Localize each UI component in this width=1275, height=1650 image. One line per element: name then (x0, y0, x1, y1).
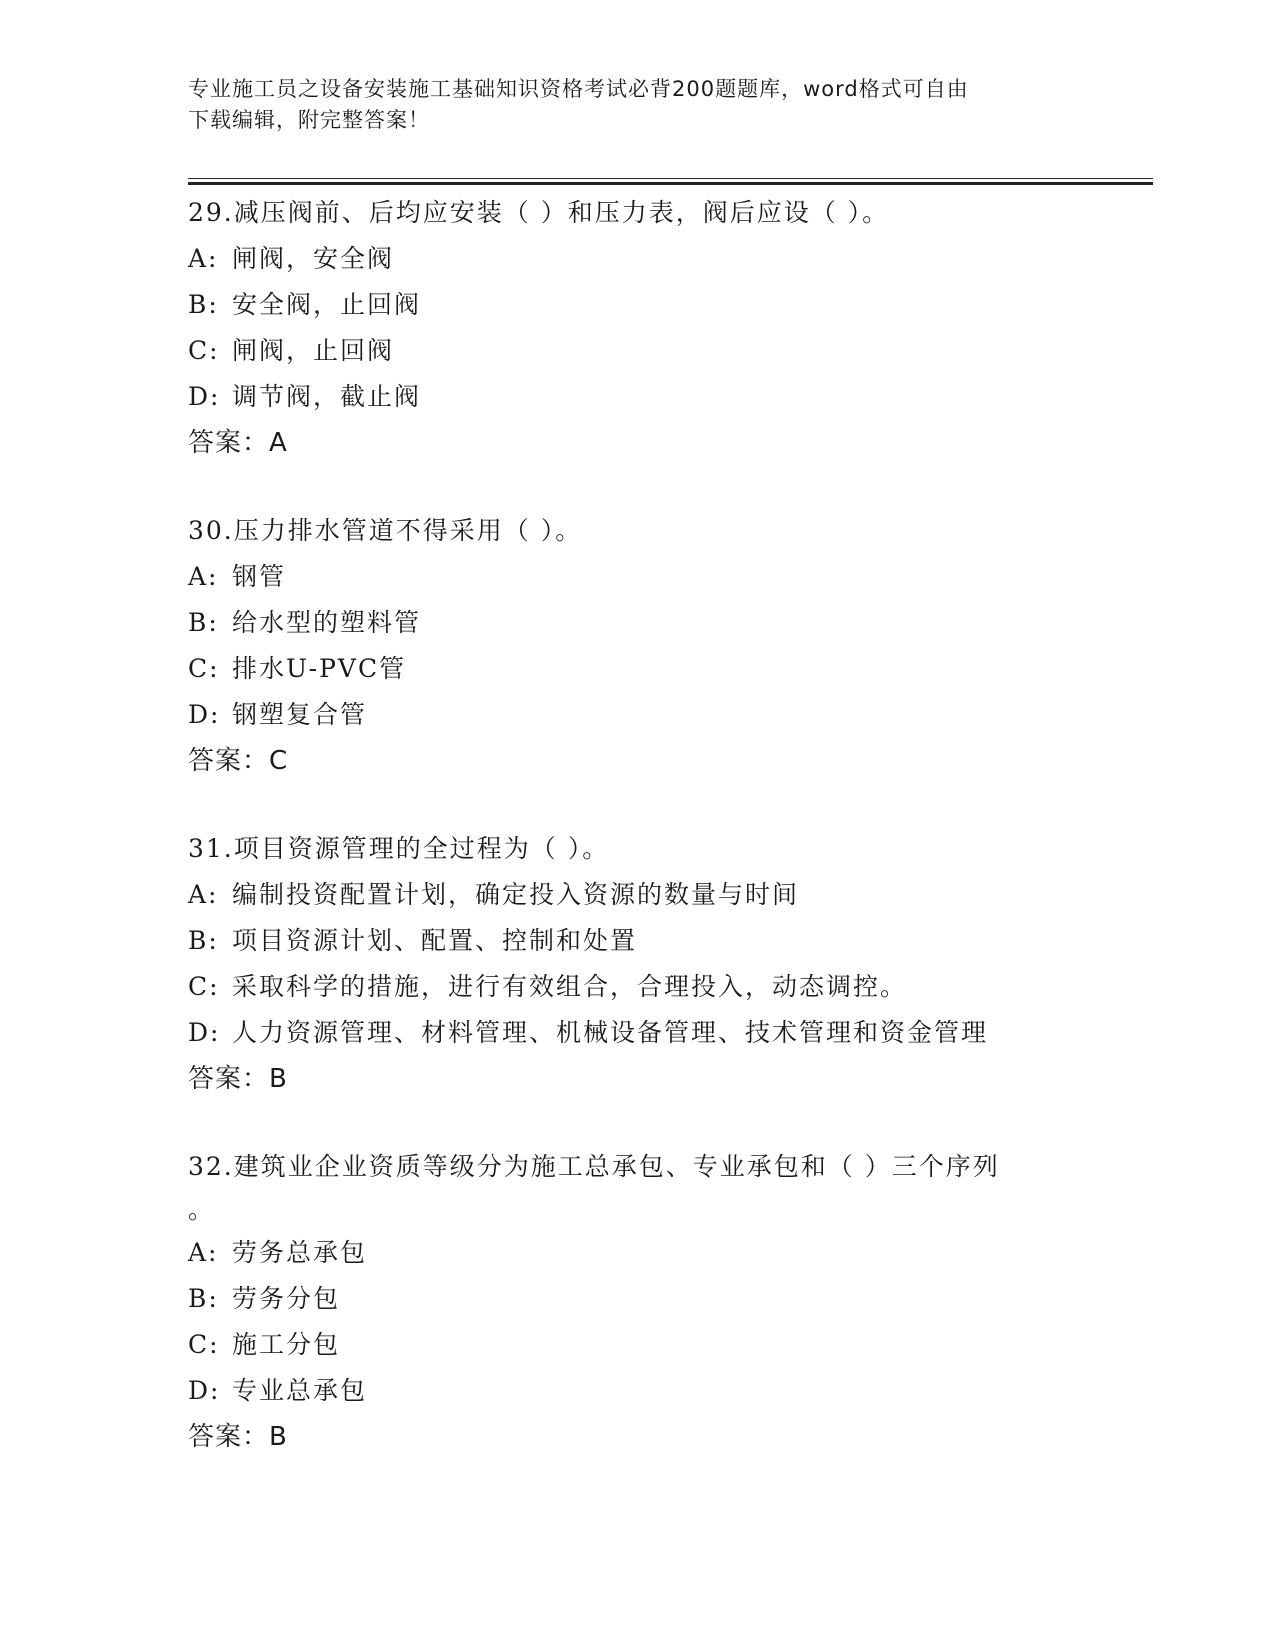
option-text: 专业总承包 (232, 1376, 368, 1405)
question-32 (188, 1144, 1088, 1460)
option-a (188, 554, 1088, 600)
question-stem: 31.项目资源管理的全过程为（ ）。 (188, 834, 610, 863)
option-c (188, 646, 1088, 692)
question-gap (188, 784, 1088, 826)
option-letter: B: (188, 926, 219, 955)
header-rule-thin (188, 178, 1153, 179)
document-header (188, 74, 1088, 136)
option-letter: D: (188, 382, 221, 411)
option-letter: C: (188, 1330, 220, 1359)
option-b (188, 282, 1088, 328)
question-29 (188, 190, 1088, 466)
header-rule-thick (188, 182, 1153, 185)
option-text: 劳务总承包 (232, 1238, 368, 1267)
option-text: 劳务分包 (232, 1284, 341, 1313)
option-text: 给水型的塑料管 (232, 608, 422, 637)
option-letter: A: (188, 562, 219, 591)
option-c (188, 328, 1088, 374)
option-text: 闸阀，安全阀 (232, 244, 395, 273)
question-stem-continuation: 。 (188, 1195, 216, 1224)
option-letter: D: (188, 1018, 221, 1047)
option-a (188, 236, 1088, 282)
option-text: 采取科学的措施，进行有效组合，合理投入，动态调控。 (232, 972, 908, 1001)
option-text: 项目资源计划、配置、控制和处置 (232, 926, 638, 955)
option-text: 钢塑复合管 (232, 700, 368, 729)
option-c (188, 1322, 1088, 1368)
question-30 (188, 508, 1088, 784)
option-letter: B: (188, 608, 219, 637)
answer-text: 答案：B (188, 1422, 288, 1452)
option-b (188, 918, 1088, 964)
question-stem: 32.建筑业企业资质等级分为施工总承包、专业承包和（ ）三个序列 (188, 1152, 1000, 1181)
option-a (188, 1230, 1088, 1276)
option-letter: A: (188, 244, 219, 273)
answer-text: 答案：C (188, 746, 289, 776)
option-text: 施工分包 (232, 1330, 341, 1359)
answer-text: 答案：A (188, 428, 288, 458)
option-a (188, 872, 1088, 918)
option-text: 钢管 (232, 562, 287, 591)
option-letter: C: (188, 972, 220, 1001)
option-letter: A: (188, 880, 219, 909)
question-gap (188, 466, 1088, 508)
option-d (188, 692, 1088, 738)
option-c (188, 964, 1088, 1010)
question-stem: 29.减压阀前、后均应安装（ ）和压力表，阀后应设（ ）。 (188, 198, 890, 227)
option-letter: D: (188, 700, 221, 729)
header-line-1: 专业施工员之设备安装施工基础知识资格考试必背200题题库，word格式可自由 (188, 77, 969, 101)
option-b (188, 600, 1088, 646)
option-text: 安全阀，止回阀 (232, 290, 422, 319)
option-text: 编制投资配置计划，确定投入资源的数量与时间 (232, 880, 800, 909)
option-letter: B: (188, 1284, 219, 1313)
option-letter: C: (188, 654, 220, 683)
option-text: 闸阀，止回阀 (232, 336, 395, 365)
option-letter: B: (188, 290, 219, 319)
answer-text: 答案：B (188, 1064, 288, 1094)
option-d (188, 1010, 1088, 1056)
option-text: 排水U-PVC管 (232, 654, 407, 683)
option-text: 调节阀，截止阀 (232, 382, 422, 411)
header-line-2: 下载编辑，附完整答案！ (188, 108, 430, 132)
option-b (188, 1276, 1088, 1322)
option-letter: A: (188, 1238, 219, 1267)
question-31 (188, 826, 1088, 1102)
option-letter: D: (188, 1376, 221, 1405)
question-gap (188, 1102, 1088, 1144)
option-text: 人力资源管理、材料管理、机械设备管理、技术管理和资金管理 (232, 1018, 989, 1047)
option-letter: C: (188, 336, 220, 365)
option-d (188, 1368, 1088, 1414)
option-d (188, 374, 1088, 420)
question-list (188, 190, 1088, 1460)
question-stem: 30.压力排水管道不得采用（ ）。 (188, 516, 583, 545)
